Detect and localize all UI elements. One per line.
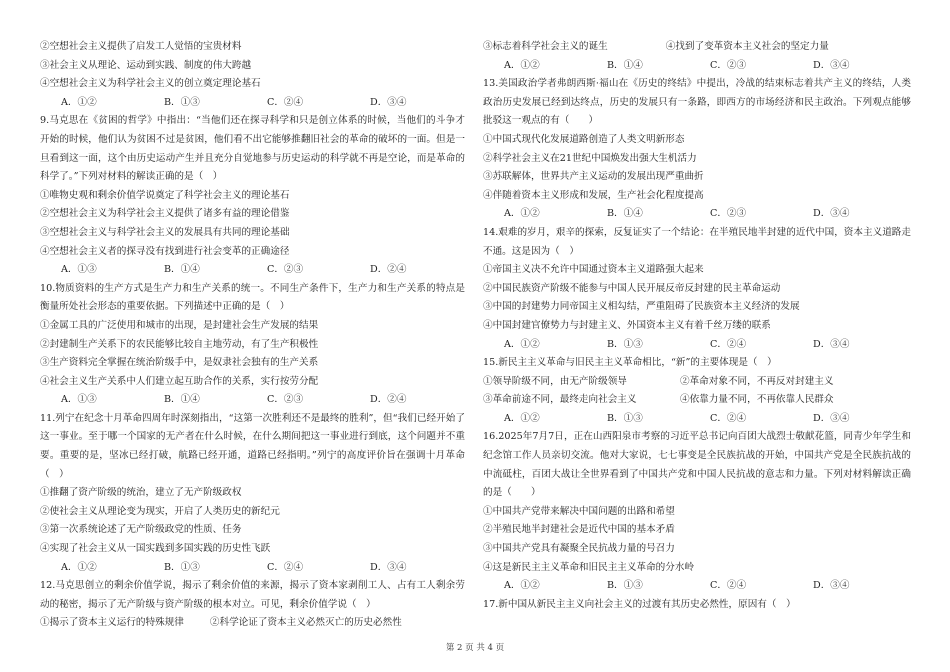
q9-answer-c: C．②③ xyxy=(267,264,304,276)
q11-answer-c: C．②④ xyxy=(267,561,304,573)
q11-option-2: ②使社会主义从理论变为现实，开启了人类历史的新纪元 xyxy=(40,505,280,517)
q10-option-3: ③生产资料完全掌握在统治阶级手中，是奴隶社会独有的生产关系 xyxy=(40,357,319,369)
q12-answers xyxy=(483,57,911,76)
q13-answer-d: D．③④ xyxy=(813,208,850,220)
q16-option-2: ②半殖民地半封建社会是近代中国的基本矛盾 xyxy=(483,524,675,536)
q14-option-1: ①帝国主义决不允许中国通过资本主义道路强大起来 xyxy=(483,264,704,276)
q15-option-3: ③革命前途不同，最终走向社会主义 xyxy=(483,394,637,406)
q10-answer-a: A．①③ xyxy=(61,394,97,406)
q14-answer-b: B．①③ xyxy=(607,338,643,350)
q16-option-3: ③中国共产党具有凝聚全民抗战力量的号召力 xyxy=(483,543,675,555)
q11-stem: 11.列宁在纪念十月革命四周年时深刻指出，“这第一次胜利还不是最终的胜利”，但“我们已经开始了这一事业。至于哪一个国家的无产者在什么时候，在什么期间把这一事业进行到底，这个问题并不重要。重要的是，坚冰已经打破，航路已经开通，道路已经指明。”列宁的高度评价旨在强调十月革命（ ） xyxy=(40,412,465,480)
q11-option-3: ③第一次系统论述了无产阶级政党的性质、任务 xyxy=(40,524,242,536)
q12-answer-d: D．③④ xyxy=(813,59,850,71)
q12-answer-c: C．②③ xyxy=(710,59,747,71)
q9-option-4: ④空想社会主义者的探寻没有找到进行社会变革的正确途径 xyxy=(40,245,290,257)
q14-option-4: ④中国封建官僚势力与封建主义、外国资本主义有着千丝万缕的联系 xyxy=(483,319,771,331)
q12-option-3: ③标志着科学社会主义的诞生 xyxy=(483,41,608,52)
q16-stem: 16.2025年7月7日，正在山西阳泉市考察的习近平总书记向百团大战烈士敬献花篮，同青少年学生和纪念馆工作人员亲切交流。他对大家说，七七事变是全民族抗战的开始，中国共产党是全民族抗战的中流砥柱，百团大战让全世界看到了中国共产党和中国人民抗战的意志和力量。下列对材料解读正确的是（ ） xyxy=(483,431,911,499)
q15-option-2: ②革命对象不同，不再反对封建主义 xyxy=(680,375,834,387)
q10-option-4: ④社会主义生产关系中人们建立起互助合作的关系，实行按劳分配 xyxy=(40,375,319,387)
q12-options-row xyxy=(40,614,465,633)
q8-answers xyxy=(40,94,465,113)
q10-answer-b: B．①④ xyxy=(164,394,200,406)
q9-option-2: ②空想社会主义为科学社会主义提供了诸多有益的理论借鉴 xyxy=(40,208,290,220)
q9-option-1: ①唯物史观和剩余价值学说奠定了科学社会主义的理论基石 xyxy=(40,189,290,201)
q14-option-3: ③中国的封建势力同帝国主义相勾结，严重阻碍了民族资本主义经济的发展 xyxy=(483,301,800,313)
q9-answer-a: A．①③ xyxy=(61,264,97,276)
q9-stem: 9.马克思在《贫困的哲学》中指出：“当他们还在探寻科学和只是创立体系的时候，当他们的斗争才开始的时候，他们认为贫困不过是贫困，他们看不出它能够推翻旧社会的革命的破坏的一面。但是一旦看到这一面，这个由历史运动产生并且充分自觉地参与历史运动的科学就不再是空论，而是革命的科学了。”下列对材料的解读正确的是（ ） xyxy=(40,115,465,183)
q8-answer-c: C．②④ xyxy=(267,96,304,108)
q16-answer-c: C．②④ xyxy=(710,580,747,592)
q16-answers xyxy=(483,577,911,596)
q15-options-row-1 xyxy=(483,373,911,392)
q11-option-4: ④实现了社会主义从一国实践到多国实践的历史性飞跃 xyxy=(40,543,271,555)
q17-stem: 17.新中国从新民主主义向社会主义的过渡有其历史必然性，原因有（ ） xyxy=(483,598,796,610)
q12-stem: 12.马克思创立的剩余价值学说，揭示了剩余价值的来源，揭示了资本家剥削工人、占有工人剩余劳动的秘密，揭示了无产阶级与资产阶级的根本对立。可见，剩余价值学说（ ） xyxy=(40,580,465,610)
q10-answers xyxy=(40,391,465,410)
q15-option-1: ①领导阶级不同，由无产阶级领导 xyxy=(483,375,627,387)
q8-answer-a: A．①② xyxy=(61,96,97,108)
q8-option-2: ②空想社会主义提供了启发工人觉悟的宝贵材料 xyxy=(40,41,242,52)
q13-answers xyxy=(483,205,911,224)
q9-option-3: ③空想社会主义与科学社会主义的发展具有共同的理论基础 xyxy=(40,226,290,238)
q15-answer-d: D．③④ xyxy=(813,412,850,424)
q13-stem: 13.美国政治学者弗朗西斯·福山在《历史的终结》中提出，冷战的结束标志着共产主义的终结，人类政治历史发展已经到达终点，历史的发展只有一条路，即西方的市场经济和民主政治。下列观点能够批驳这一观点的有（ ） xyxy=(483,78,911,127)
q11-answer-b: B．①③ xyxy=(164,561,200,573)
q15-answer-a: A．①② xyxy=(504,412,540,424)
q16-option-1: ①中国共产党带来解决中国问题的出路和希望 xyxy=(483,505,675,517)
q16-answer-a: A．①② xyxy=(504,580,540,592)
q13-option-4: ④伴随着资本主义形成和发展，生产社会化程度提高 xyxy=(483,189,704,201)
q13-option-1: ①中国式现代化发展道路创造了人类文明新形态 xyxy=(483,133,685,145)
q8-answer-d: D．③④ xyxy=(370,96,407,108)
q15-options-row-2 xyxy=(483,391,911,410)
left-column xyxy=(40,38,465,633)
q12-option-2: ②科学论证了资本主义必然灭亡的历史必然性 xyxy=(209,617,402,629)
q9-answers xyxy=(40,261,465,280)
q12-answer-b: B．①④ xyxy=(607,59,643,71)
q14-answer-d: D．③④ xyxy=(813,338,850,350)
q9-answer-d: D．②④ xyxy=(370,264,407,276)
q13-option-2: ②科学社会主义在21世纪中国焕发出强大生机活力 xyxy=(483,152,697,164)
right-column xyxy=(483,38,911,614)
q9-answer-b: B．①④ xyxy=(164,264,200,276)
q11-answer-a: A．①② xyxy=(61,561,97,573)
q11-answers xyxy=(40,559,465,578)
q15-option-4: ④依靠力量不同，不再依靠人民群众 xyxy=(680,394,834,406)
q11-option-1: ①推翻了资产阶级的统治，建立了无产阶级政权 xyxy=(40,487,242,499)
q10-stem: 10.物质资料的生产方式是生产力和生产关系的统一。不同生产条件下，生产力和生产关系的特点是衡量所处社会形态的重要依据。下列描述中正确的是（ ） xyxy=(40,282,465,313)
page-footer: 第 2 页 共 4 页 xyxy=(445,643,505,653)
q10-answer-d: D．②④ xyxy=(370,394,407,406)
q13-answer-a: A．①② xyxy=(504,208,540,220)
q16-answer-d: D．③④ xyxy=(813,580,850,592)
q8-answer-b: B．①③ xyxy=(164,96,200,108)
q13-answer-c: C．②③ xyxy=(710,208,747,220)
q14-answer-a: A．①② xyxy=(504,338,540,350)
q8-option-4: ④空想社会主义为科学社会主义的创立奠定理论基石 xyxy=(40,78,261,90)
q12-option-1: ①揭示了资本主义运行的特殊规律 xyxy=(40,617,184,629)
q16-option-4: ④这是新民主主义革命和旧民主主义革命的分水岭 xyxy=(483,561,695,573)
q12-answer-a: A．①② xyxy=(504,59,540,71)
q15-answer-c: C．②④ xyxy=(710,412,747,424)
q8-option-3: ③社会主义从理论、运动到实践、制度的伟大跨越 xyxy=(40,59,252,71)
q14-answer-c: C．②④ xyxy=(710,338,747,350)
q10-option-2: ②封建制生产关系下的农民能够比较自主地劳动，有了生产积极性 xyxy=(40,338,319,350)
q15-answer-b: B．①③ xyxy=(607,412,643,424)
q13-option-3: ③苏联解体，世界共产主义运动的发展出现严重曲折 xyxy=(483,171,704,183)
q10-answer-c: C．②③ xyxy=(267,394,304,406)
q11-answer-d: D．③④ xyxy=(370,561,407,573)
q16-answer-b: B．①③ xyxy=(607,580,643,592)
q12-options-row-2 xyxy=(483,38,911,57)
q15-answers xyxy=(483,410,911,429)
q10-option-1: ①金属工具的广泛使用和城市的出现，是封建社会生产发展的结果 xyxy=(40,319,319,331)
q14-option-2: ②中国民族资产阶级不能参与中国人民开展反帝反封建的民主革命运动 xyxy=(483,282,781,294)
q14-stem: 14.艰难的岁月，艰辛的探索，反复证实了一个结论：在半殖民地半封建的近代中国，资本主义道路走不通。这是因为（ ） xyxy=(483,226,911,257)
q15-stem: 15.新民主主义革命与旧民主主义革命相比，“新”的主要体现是（ ） xyxy=(483,357,777,369)
q13-answer-b: B．①④ xyxy=(607,208,643,220)
q12-option-4: ④找到了变革资本主义社会的坚定力量 xyxy=(665,41,829,52)
q14-answers xyxy=(483,336,911,355)
